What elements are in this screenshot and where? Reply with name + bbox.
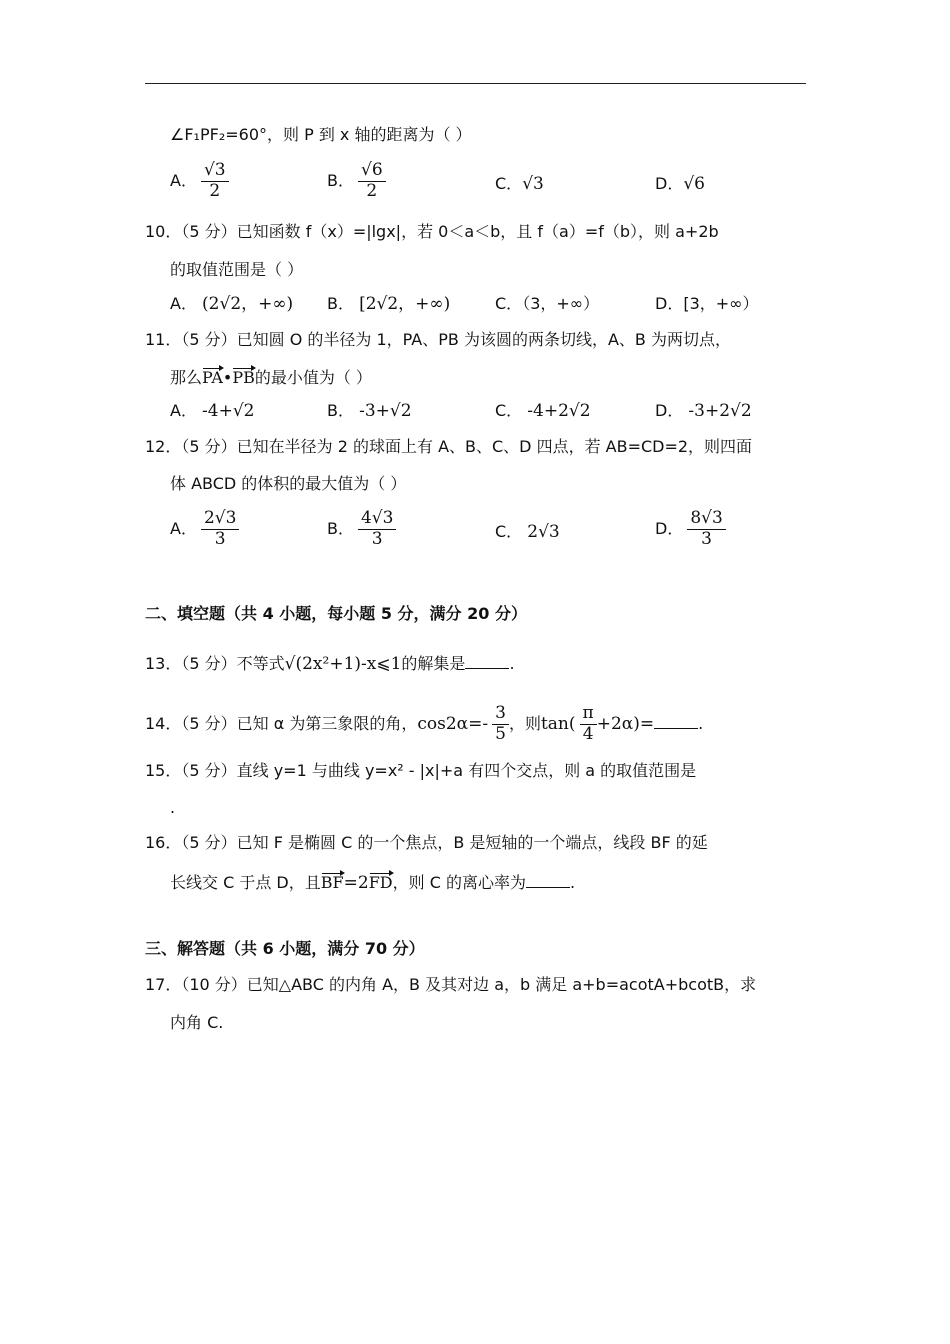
vector-bf: BF bbox=[320, 873, 344, 892]
q12-option-c: C． 2√3 bbox=[495, 522, 560, 542]
q15-line1: 15．（5 分）直线 y=1 与曲线 y=x² - |x|+a 有四个交点，则 a 的取值范围是 bbox=[145, 761, 697, 780]
q10-option-b: B． [2√2，+∞) bbox=[327, 294, 451, 314]
fraction: $\frac{4√3}{3}$ bbox=[358, 510, 396, 549]
vector-fd: FD bbox=[368, 873, 393, 892]
q12-line1: 12．（5 分）已知在半径为 2 的球面上有 A、B、C、D 四点，若 AB=CD=2，则四面 bbox=[145, 437, 753, 456]
option-label: A． bbox=[170, 170, 197, 190]
fraction: $\frac{3}{5}$ bbox=[492, 705, 509, 744]
q12-option-a: A． $\frac{2√3}{3}$ bbox=[170, 510, 239, 549]
vector-pa: PA bbox=[202, 368, 223, 387]
option-label: D． bbox=[655, 174, 684, 193]
answer-blank bbox=[465, 654, 509, 669]
section-heading-fill-in: 二、填空题（共 4 小题，每小题 5 分，满分 20 分） bbox=[145, 604, 527, 623]
q10-line1: 10．（5 分）已知函数 f（x）=|lgx|，若 0＜a＜b，且 f（a）=f（b），则 a+2b bbox=[145, 222, 719, 241]
option-label: C． bbox=[495, 174, 523, 193]
q11-option-d: D． -3+2√2 bbox=[655, 401, 752, 421]
q9-option-a bbox=[170, 162, 229, 201]
q10-line2: 的取值范围是（ ） bbox=[170, 260, 304, 279]
q10-option-d: D．[3，+∞） bbox=[655, 294, 759, 313]
q11-line1: 11．（5 分）已知圆 O 的半径为 1，PA、PB 为该圆的两条切线，A、B 为两切点， bbox=[145, 330, 731, 349]
q16-line2: 长线交 C 于点 D，且BF=2FD，则 C 的离心率为 . bbox=[170, 873, 576, 893]
inequality-expression: √(2x²+1)-x⩽1 bbox=[284, 654, 402, 674]
q13: 13．（5 分）不等式√(2x²+1)-x⩽1的解集是 . bbox=[145, 654, 515, 674]
answer-blank bbox=[654, 714, 698, 729]
q12-option-b: B． $\frac{4√3}{3}$ bbox=[327, 510, 396, 549]
q10-option-a: A． (2√2，+∞) bbox=[170, 294, 294, 314]
answer-blank bbox=[526, 873, 570, 888]
section-heading-solutions: 三、解答题（共 6 小题，满分 70 分） bbox=[145, 939, 425, 958]
q9-option-c: C．√3 bbox=[495, 174, 544, 194]
header-rule bbox=[145, 83, 806, 84]
q9-option-b bbox=[327, 162, 386, 201]
fraction: $\frac{2√3}{3}$ bbox=[201, 510, 239, 549]
q15-line2: . bbox=[170, 798, 176, 817]
q14: 14．（5 分）已知 α 为第三象限的角，cos2α=- $\frac{3}{5}$ ，则tan( $\frac{\pi}{4}$ +2α)= . bbox=[145, 703, 704, 744]
q12-option-d: D． $\frac{8√3}{3}$ bbox=[655, 510, 726, 549]
q17-line2: 内角 C. bbox=[170, 1013, 224, 1032]
fraction: $\frac{√3}{2}$ bbox=[201, 162, 229, 201]
fraction: $\frac{\pi}{4}$ bbox=[580, 705, 597, 744]
fraction: $\frac{8√3}{3}$ bbox=[687, 510, 725, 549]
q10-option-c: C．（3，+∞） bbox=[495, 294, 600, 313]
fraction: $\frac{√6}{2}$ bbox=[358, 162, 386, 201]
q16-line1: 16．（5 分）已知 F 是椭圆 C 的一个焦点，B 是短轴的一个端点，线段 BF 的延 bbox=[145, 833, 708, 852]
q9-option-d: D．√6 bbox=[655, 174, 705, 194]
q12-line2: 体 ABCD 的体积的最大值为（ ） bbox=[170, 474, 407, 493]
q11-option-b: B． -3+√2 bbox=[327, 401, 412, 421]
q17-line1: 17．（10 分）已知△ABC 的内角 A，B 及其对边 a，b 满足 a+b=acotA+bcotB，求 bbox=[145, 975, 757, 994]
q11-line2: 那么PA•PB的最小值为（ ） bbox=[170, 368, 372, 387]
vector-pb: PB bbox=[232, 368, 255, 387]
q9-continuation: ∠F₁PF₂=60°，则 P 到 x 轴的距离为（ ） bbox=[170, 125, 472, 144]
q11-option-c: C． -4+2√2 bbox=[495, 401, 591, 421]
option-label: B． bbox=[327, 170, 354, 190]
q11-option-a: A． -4+√2 bbox=[170, 401, 255, 421]
